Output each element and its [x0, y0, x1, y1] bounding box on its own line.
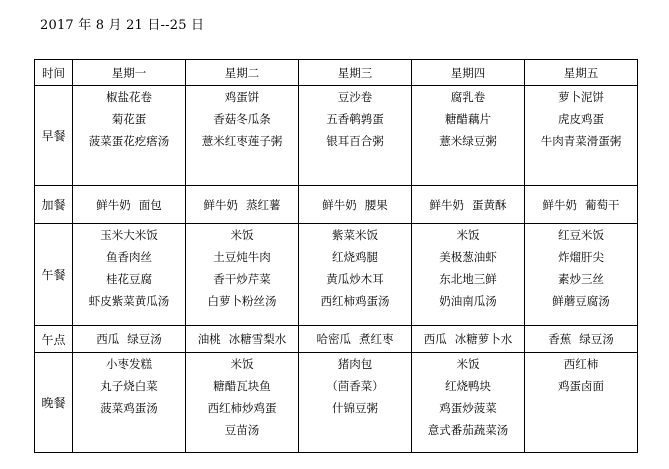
menu-item: 西红柿炒鸡蛋 — [207, 401, 277, 415]
menu-cell — [299, 353, 412, 453]
menu-item: 鲜牛奶 — [542, 197, 577, 212]
menu-item: 菊花蛋 — [111, 112, 147, 126]
header-row — [35, 60, 638, 86]
menu-item: 鲜牛奶 — [203, 197, 238, 212]
menu-item: 蛋黄酥 — [472, 197, 507, 212]
menu-item: 素炒三丝 — [558, 272, 604, 286]
menu-item: 猪肉包 — [337, 357, 373, 371]
menu-item: 小枣发糕 — [106, 357, 152, 371]
menu-cell — [186, 353, 299, 453]
menu-item: 面包 — [138, 197, 162, 212]
menu-cell — [299, 86, 412, 186]
menu-item: 什锦豆粥 — [332, 401, 378, 415]
menu-item: 豆沙卷 — [337, 90, 373, 104]
menu-item: 香干炒芹菜 — [213, 272, 271, 286]
menu-item: 紫菜米饭 — [332, 228, 378, 242]
header-time: 时间 — [35, 60, 73, 86]
menu-item: 冰糖萝卜水 — [454, 332, 513, 346]
menu-item: 薏米绿豆粥 — [439, 134, 497, 148]
row-afternoon-snack — [35, 326, 638, 353]
row-dinner — [35, 353, 638, 453]
menu-cell — [299, 224, 412, 326]
menu-item: 哈密瓜 — [316, 332, 351, 346]
menu-item: 牛肉青菜滑蛋粥 — [540, 134, 622, 148]
header-wednesday: 星期三 — [299, 60, 412, 86]
menu-item: （茴香菜） — [326, 379, 384, 393]
menu-cell — [186, 326, 299, 353]
menu-item: 西瓜 — [96, 332, 120, 346]
menu-cell — [299, 326, 412, 353]
menu-item: 银耳百合粥 — [326, 134, 384, 148]
menu-item: 西红柿 — [563, 357, 599, 371]
menu-cell — [525, 86, 638, 186]
menu-item: 红烧鸡腿 — [332, 250, 378, 264]
menu-cell — [412, 86, 525, 186]
menu-item: 腰果 — [364, 197, 388, 212]
menu-cell — [412, 353, 525, 453]
menu-cell — [186, 86, 299, 186]
menu-cell — [73, 86, 186, 186]
menu-item: 米饭 — [456, 357, 480, 371]
menu-item: 炸熘肝尖 — [558, 250, 604, 264]
row-snack — [35, 186, 638, 224]
menu-item: 鸡蛋饼 — [224, 90, 260, 104]
menu-cell — [73, 186, 186, 224]
menu-item: 红烧鸭块 — [445, 379, 491, 393]
menu-cell — [73, 224, 186, 326]
menu-item: 西瓜 — [423, 332, 447, 346]
weekly-menu-table — [34, 59, 638, 453]
menu-cell — [412, 186, 525, 224]
menu-item: 米饭 — [230, 357, 254, 371]
menu-cell — [186, 224, 299, 326]
row-label-lunch: 午餐 — [35, 224, 73, 326]
menu-item: 鲜牛奶 — [429, 197, 464, 212]
page-title: 2017 年 8 月 21 日--25 日 — [40, 18, 205, 33]
menu-item: 糖醋藕片 — [445, 112, 491, 126]
header-friday: 星期五 — [525, 60, 638, 86]
menu-item: 鸡蛋卤面 — [558, 379, 604, 393]
header-tuesday: 星期二 — [186, 60, 299, 86]
menu-cell — [525, 353, 638, 453]
menu-item: 丸子烧白菜 — [100, 379, 158, 393]
menu-item: 虾皮紫菜黄瓜汤 — [88, 294, 170, 308]
menu-cell — [186, 186, 299, 224]
menu-item: 豆苗汤 — [224, 423, 260, 437]
menu-item: 红豆米饭 — [558, 228, 604, 242]
menu-item: 绿豆汤 — [579, 332, 614, 346]
menu-item: 虎皮鸡蛋 — [558, 112, 604, 126]
menu-item: 葡萄干 — [585, 197, 620, 212]
menu-cell — [299, 186, 412, 224]
menu-item: 糖醋瓦块鱼 — [213, 379, 271, 393]
menu-item: 米饭 — [456, 228, 480, 242]
menu-item: 煮红枣 — [359, 332, 394, 346]
menu-item: 西红柿鸡蛋汤 — [320, 294, 390, 308]
menu-cell — [412, 224, 525, 326]
menu-item: 土豆炖牛肉 — [213, 250, 271, 264]
menu-item: 椒盐花卷 — [106, 90, 152, 104]
menu-cell — [73, 326, 186, 353]
menu-item: 萝卜泥饼 — [558, 90, 604, 104]
menu-item: 蒸红薯 — [246, 197, 281, 212]
menu-item: 鲜牛奶 — [96, 197, 131, 212]
menu-item: 黄瓜炒木耳 — [326, 272, 384, 286]
menu-item: 鱼香肉丝 — [106, 250, 152, 264]
header-thursday: 星期四 — [412, 60, 525, 86]
menu-item: 香菇冬瓜条 — [213, 112, 271, 126]
menu-item: 意式番茄蔬菜汤 — [427, 423, 509, 437]
row-breakfast — [35, 86, 638, 186]
menu-cell — [73, 353, 186, 453]
menu-item: 薏米红枣莲子粥 — [201, 134, 283, 148]
menu-cell — [525, 186, 638, 224]
row-lunch — [35, 224, 638, 326]
menu-item: 鸡蛋炒菠菜 — [439, 401, 497, 415]
header-monday: 星期一 — [73, 60, 186, 86]
menu-item: 奶油南瓜汤 — [439, 294, 497, 308]
menu-item: 冰糖雪梨水 — [228, 332, 287, 346]
row-label-snack: 加餐 — [35, 186, 73, 224]
row-label-dinner: 晚餐 — [35, 353, 73, 453]
menu-item: 桂花豆腐 — [106, 272, 152, 286]
menu-cell — [412, 326, 525, 353]
menu-item: 米饭 — [230, 228, 254, 242]
menu-item: 菠菜鸡蛋汤 — [100, 401, 158, 415]
menu-cell — [525, 326, 638, 353]
menu-item: 油桃 — [197, 332, 221, 346]
menu-item: 东北地三鲜 — [439, 272, 497, 286]
menu-item: 玉米大米饭 — [100, 228, 158, 242]
menu-item: 美极葱油虾 — [439, 250, 497, 264]
row-label-breakfast: 早餐 — [35, 86, 73, 186]
menu-item: 鲜牛奶 — [322, 197, 357, 212]
row-label-afternoon-snack: 午点 — [35, 326, 73, 353]
menu-item: 腐乳卷 — [450, 90, 486, 104]
menu-item: 菠菜蛋花疙瘩汤 — [88, 134, 170, 148]
menu-cell — [525, 224, 638, 326]
menu-item: 鲜蘑豆腐汤 — [552, 294, 610, 308]
menu-item: 白萝卜粉丝汤 — [207, 294, 277, 308]
menu-item: 香蕉 — [548, 332, 572, 346]
menu-item: 五香鹌鹑蛋 — [326, 112, 384, 126]
menu-item: 绿豆汤 — [127, 332, 162, 346]
